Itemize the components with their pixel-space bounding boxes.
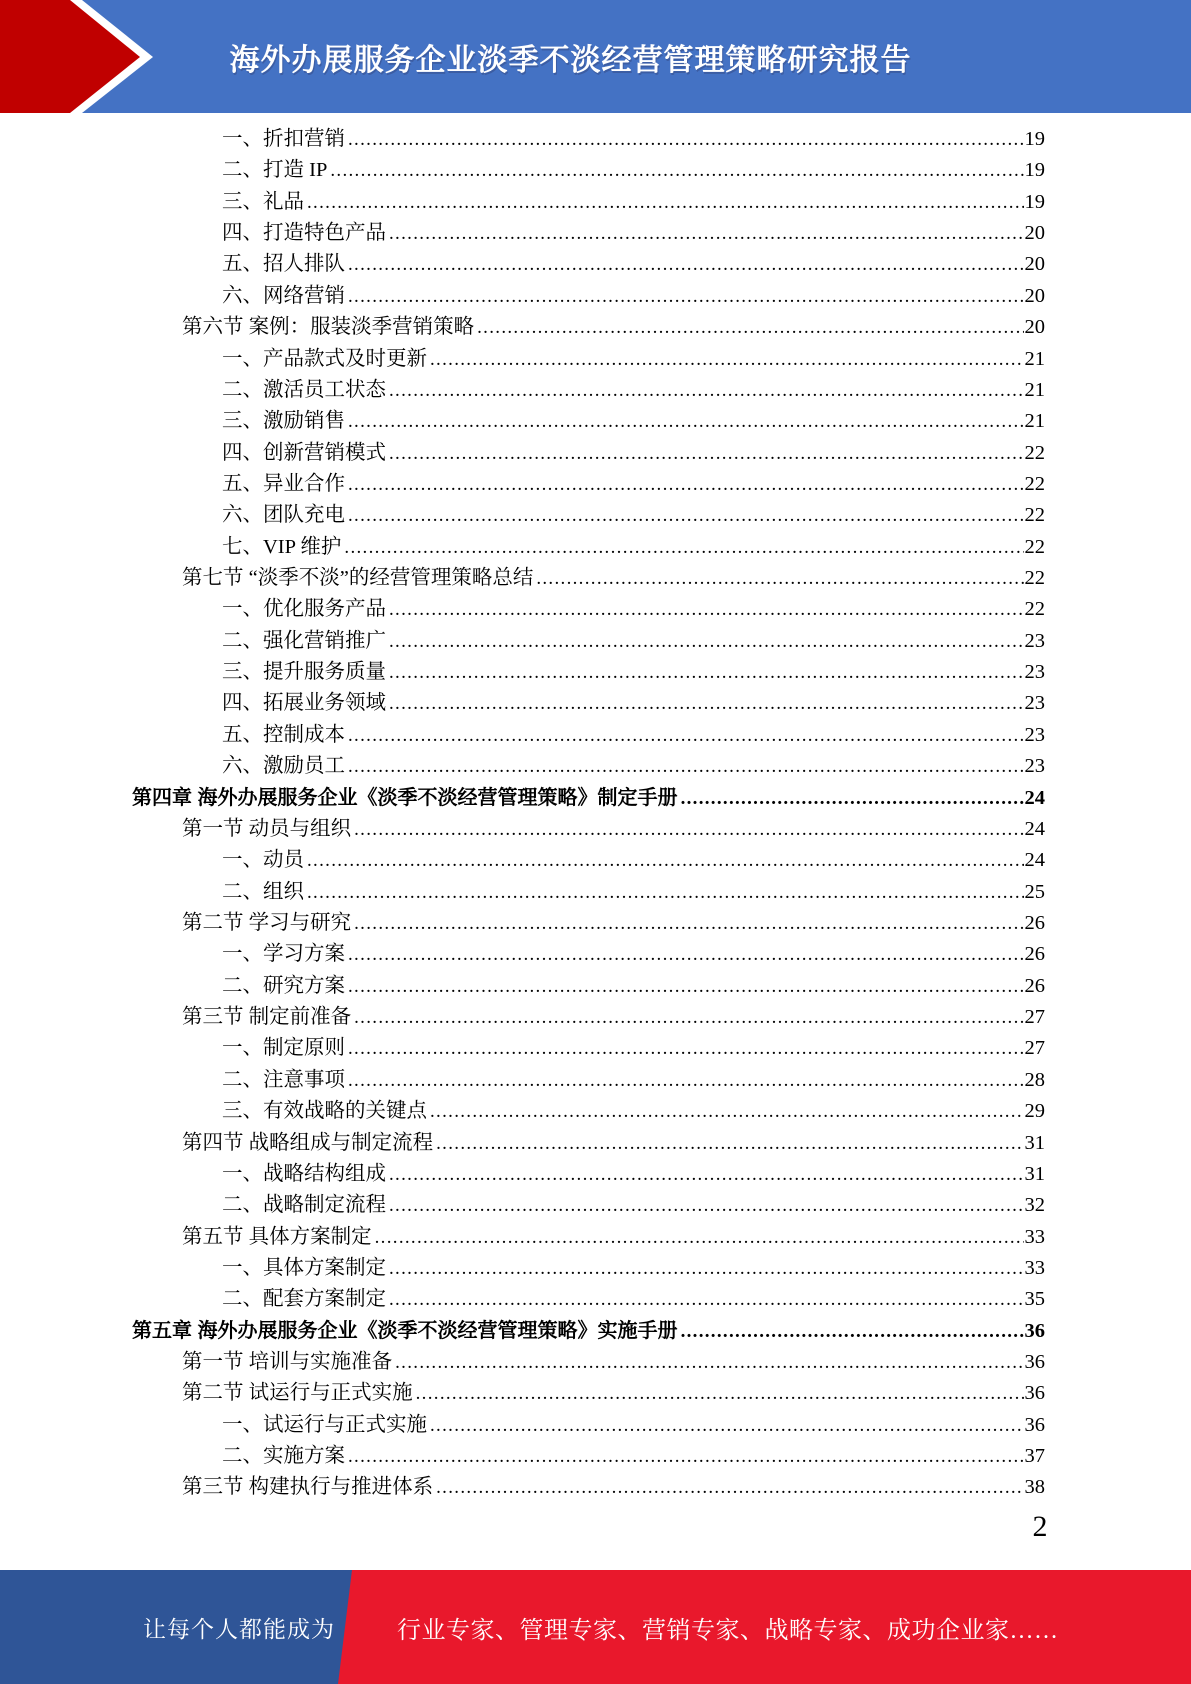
- toc-dot-leader: [389, 626, 1024, 657]
- toc-entry[interactable]: [132, 971, 1045, 1002]
- toc-entry-page: 24: [1024, 817, 1045, 840]
- toc-dot-leader: [416, 1378, 1024, 1409]
- header-banner: [0, 0, 1191, 113]
- toc-entry[interactable]: [132, 939, 1045, 970]
- toc-entry[interactable]: [132, 720, 1045, 751]
- toc-entry[interactable]: [132, 563, 1045, 594]
- toc-entry-label: 五、控制成本: [222, 723, 345, 746]
- toc-entry-label: 四、创新营销模式: [222, 441, 386, 464]
- toc-entry-page: 36: [1024, 1413, 1045, 1436]
- footer-slogan-left: 让每个人都能成为: [143, 1616, 335, 1642]
- toc-dot-leader: [389, 375, 1024, 406]
- toc-entry-label: 二、强化营销推广: [222, 629, 386, 652]
- toc-dot-leader: [389, 1159, 1024, 1190]
- toc-entry-label: 五、招人排队: [222, 253, 345, 276]
- toc-entry[interactable]: [132, 249, 1045, 280]
- toc-entry-page: 28: [1024, 1068, 1045, 1091]
- toc-dot-leader: [348, 124, 1024, 155]
- toc-entry[interactable]: [132, 1410, 1045, 1441]
- toc-entry-label: 二、战略制定流程: [222, 1194, 386, 1217]
- toc-entry[interactable]: [132, 1096, 1045, 1127]
- toc-entry-label: 一、产品款式及时更新: [222, 347, 427, 370]
- footer-banner: [0, 1570, 1191, 1684]
- toc-dot-leader: [389, 218, 1024, 249]
- toc-entry-page: 21: [1024, 378, 1045, 401]
- toc-dot-leader: [536, 563, 1023, 594]
- toc-entry[interactable]: [132, 438, 1045, 469]
- toc-dot-leader: [348, 500, 1024, 531]
- toc-entry[interactable]: [132, 1316, 1045, 1347]
- toc-entry-label: 第四章 海外办展服务企业《淡季不淡经营管理策略》制定手册: [132, 786, 678, 809]
- toc-entry[interactable]: [132, 814, 1045, 845]
- toc-entry[interactable]: [132, 500, 1045, 531]
- toc-entry-page: 23: [1024, 661, 1045, 684]
- toc-entry[interactable]: [132, 688, 1045, 719]
- toc-entry-page: 23: [1024, 723, 1045, 746]
- toc-entry-page: 26: [1024, 974, 1045, 997]
- toc-entry-page: 25: [1024, 880, 1045, 903]
- toc-entry-page: 22: [1024, 441, 1045, 464]
- toc-entry-page: 19: [1024, 159, 1045, 182]
- toc-dot-leader: [354, 908, 1023, 939]
- toc-entry-label: 第六节 案例：服装淡季营销策略: [182, 316, 475, 339]
- toc-entry[interactable]: [132, 845, 1045, 876]
- toc-entry[interactable]: [132, 218, 1045, 249]
- toc-entry-label: 二、打造 IP: [222, 159, 328, 182]
- toc-entry-label: 第五节 具体方案制定: [182, 1225, 372, 1248]
- toc-entry[interactable]: [132, 1472, 1045, 1503]
- toc-entry[interactable]: [132, 375, 1045, 406]
- toc-list: [132, 124, 1045, 1504]
- toc-entry-page: 23: [1024, 692, 1045, 715]
- toc-entry-page: 36: [1024, 1382, 1045, 1405]
- toc-entry[interactable]: [132, 1441, 1045, 1472]
- toc-entry-page: 27: [1024, 1037, 1045, 1060]
- toc-dot-leader: [681, 1316, 1024, 1347]
- toc-entry[interactable]: [132, 1065, 1045, 1096]
- toc-entry-label: 二、激活员工状态: [222, 378, 386, 401]
- toc-entry-label: 一、制定原则: [222, 1037, 345, 1060]
- toc-dot-leader: [430, 1410, 1024, 1441]
- toc-entry[interactable]: [132, 1128, 1045, 1159]
- toc-dot-leader: [348, 1441, 1024, 1472]
- toc-entry-label: 三、有效战略的关键点: [222, 1100, 427, 1123]
- toc-entry[interactable]: [132, 594, 1045, 625]
- toc-entry-label: 二、组织: [222, 880, 304, 903]
- toc-dot-leader: [430, 344, 1024, 375]
- toc-dot-leader: [348, 281, 1024, 312]
- toc-entry[interactable]: [132, 1033, 1045, 1064]
- toc-entry-page: 21: [1024, 347, 1045, 370]
- toc-entry[interactable]: [132, 908, 1045, 939]
- toc-dot-leader: [430, 1096, 1024, 1127]
- toc-dot-leader: [348, 971, 1024, 1002]
- toc-entry-label: 一、试运行与正式实施: [222, 1413, 427, 1436]
- toc-dot-leader: [307, 845, 1024, 876]
- toc-entry-page: 20: [1024, 284, 1045, 307]
- toc-entry-page: 23: [1024, 629, 1045, 652]
- toc-entry-label: 二、配套方案制定: [222, 1288, 386, 1311]
- toc-entry-label: 二、实施方案: [222, 1445, 345, 1468]
- toc-dot-leader: [348, 1033, 1024, 1064]
- toc-dot-leader: [348, 406, 1024, 437]
- toc-entry-page: 24: [1024, 786, 1045, 809]
- toc-entry-page: 22: [1024, 567, 1045, 590]
- toc-dot-leader: [348, 469, 1024, 500]
- toc-dot-leader: [436, 1472, 1023, 1503]
- toc-dot-leader: [389, 1190, 1024, 1221]
- toc-entry-label: 一、具体方案制定: [222, 1256, 386, 1279]
- toc-entry-page: 29: [1024, 1100, 1045, 1123]
- toc-entry-page: 38: [1024, 1476, 1045, 1499]
- toc-entry-label: 三、提升服务质量: [222, 661, 386, 684]
- toc-entry-label: 四、拓展业务领域: [222, 692, 386, 715]
- toc-entry[interactable]: [132, 1253, 1045, 1284]
- toc-entry[interactable]: [132, 1347, 1045, 1378]
- toc-entry-page: 19: [1024, 190, 1045, 213]
- toc-dot-leader: [389, 1284, 1024, 1315]
- toc-entry-label: 四、打造特色产品: [222, 222, 386, 245]
- toc-entry-label: 一、优化服务产品: [222, 598, 386, 621]
- toc-dot-leader: [477, 312, 1023, 343]
- toc-entry-label: 第三节 构建执行与推进体系: [182, 1476, 434, 1499]
- toc-entry-label: 一、学习方案: [222, 943, 345, 966]
- toc-entry-page: 20: [1024, 222, 1045, 245]
- toc-entry-page: 36: [1024, 1351, 1045, 1374]
- toc-dot-leader: [681, 783, 1024, 814]
- red-arrow-icon: [0, 0, 170, 113]
- toc-entry-label: 三、激励销售: [222, 410, 345, 433]
- toc-entry-page: 20: [1024, 253, 1045, 276]
- toc-entry[interactable]: [132, 751, 1045, 782]
- toc-dot-leader: [307, 187, 1024, 218]
- toc-entry[interactable]: [132, 155, 1045, 186]
- toc-dot-leader: [307, 877, 1024, 908]
- toc-entry-label: 第七节 “淡季不淡”的经营管理策略总结: [182, 567, 534, 590]
- toc-entry-page: 27: [1024, 1006, 1045, 1029]
- page-number: 2: [1032, 1510, 1048, 1543]
- toc-entry-label: 七、VIP 维护: [222, 535, 342, 558]
- toc-entry-label: 第一节 培训与实施准备: [182, 1351, 393, 1374]
- toc-entry-label: 一、战略结构组成: [222, 1162, 386, 1185]
- toc-entry-label: 六、网络营销: [222, 284, 345, 307]
- toc-dot-leader: [389, 594, 1024, 625]
- toc-entry-page: 31: [1024, 1131, 1045, 1154]
- toc-entry-label: 二、研究方案: [222, 974, 345, 997]
- toc-entry-label: 第五章 海外办展服务企业《淡季不淡经营管理策略》实施手册: [132, 1319, 678, 1342]
- toc-entry[interactable]: [132, 877, 1045, 908]
- toc-entry[interactable]: [132, 344, 1045, 375]
- toc-entry[interactable]: [132, 124, 1045, 155]
- toc-entry-page: 19: [1024, 128, 1045, 150]
- toc-entry[interactable]: [132, 1284, 1045, 1315]
- toc-dot-leader: [354, 814, 1023, 845]
- toc-entry-page: 36: [1024, 1319, 1045, 1342]
- toc-dot-leader: [348, 939, 1024, 970]
- toc-dot-leader: [389, 688, 1024, 719]
- toc-dot-leader: [395, 1347, 1023, 1378]
- toc-entry-page: 24: [1024, 849, 1045, 872]
- toc-entry[interactable]: [132, 406, 1045, 437]
- toc-entry-page: 22: [1024, 504, 1045, 527]
- toc-entry-label: 第四节 战略组成与制定流程: [182, 1131, 434, 1154]
- toc-entry[interactable]: [132, 281, 1045, 312]
- toc-entry-label: 第二节 试运行与正式实施: [182, 1382, 413, 1405]
- toc-dot-leader: [436, 1128, 1023, 1159]
- toc-entry-label: 第一节 动员与组织: [182, 817, 352, 840]
- toc-entry[interactable]: [132, 1002, 1045, 1033]
- toc-entry-page: 23: [1024, 755, 1045, 778]
- toc-entry-page: 22: [1024, 472, 1045, 495]
- toc-entry-page: 33: [1024, 1256, 1045, 1279]
- toc-entry[interactable]: [132, 657, 1045, 688]
- toc-entry-page: 21: [1024, 410, 1045, 433]
- toc-dot-leader: [389, 1253, 1024, 1284]
- toc-entry-page: 33: [1024, 1225, 1045, 1248]
- toc-dot-leader: [330, 155, 1023, 186]
- toc-entry[interactable]: [132, 187, 1045, 218]
- toc-entry[interactable]: [132, 312, 1045, 343]
- toc-dot-leader: [389, 657, 1024, 688]
- toc-entry-page: 26: [1024, 911, 1045, 934]
- toc-entry-page: 20: [1024, 316, 1045, 339]
- toc-entry-label: 六、团队充电: [222, 504, 345, 527]
- toc-dot-leader: [389, 438, 1024, 469]
- toc-entry[interactable]: [132, 1222, 1045, 1253]
- page-title: 海外办展服务企业淡季不淡经营管理策略研究报告: [229, 43, 912, 77]
- toc-entry-page: 32: [1024, 1194, 1045, 1217]
- toc-dot-leader: [348, 249, 1024, 280]
- toc-entry[interactable]: [132, 626, 1045, 657]
- toc-entry-page: 22: [1024, 598, 1045, 621]
- toc-entry[interactable]: [132, 532, 1045, 563]
- toc-dot-leader: [348, 720, 1024, 751]
- toc-entry-label: 一、折扣营销: [222, 128, 345, 150]
- toc-entry[interactable]: [132, 1159, 1045, 1190]
- toc-entry-label: 六、激励员工: [222, 755, 345, 778]
- toc-entry-label: 第三节 制定前准备: [182, 1006, 352, 1029]
- toc-entry-page: 35: [1024, 1288, 1045, 1311]
- toc-entry[interactable]: [132, 783, 1045, 814]
- toc-entry-label: 五、异业合作: [222, 472, 345, 495]
- footer-slogan-right: 行业专家、管理专家、营销专家、战略专家、成功企业家……: [397, 1617, 1059, 1644]
- toc-dot-leader: [344, 532, 1023, 563]
- toc-entry-label: 三、礼品: [222, 190, 304, 213]
- toc-dot-leader: [348, 751, 1024, 782]
- toc-entry-page: 22: [1024, 535, 1045, 558]
- toc-entry-page: 31: [1024, 1162, 1045, 1185]
- toc-dot-leader: [375, 1222, 1024, 1253]
- toc-entry[interactable]: [132, 1378, 1045, 1409]
- toc-dot-leader: [354, 1002, 1023, 1033]
- toc-entry-page: 37: [1024, 1445, 1045, 1468]
- toc-entry[interactable]: [132, 469, 1045, 500]
- toc-entry-label: 二、注意事项: [222, 1068, 345, 1091]
- toc-dot-leader: [348, 1065, 1024, 1096]
- toc-entry[interactable]: [132, 1190, 1045, 1221]
- toc-entry-page: 26: [1024, 943, 1045, 966]
- toc-entry-label: 一、动员: [222, 849, 304, 872]
- toc-entry-label: 第二节 学习与研究: [182, 911, 352, 934]
